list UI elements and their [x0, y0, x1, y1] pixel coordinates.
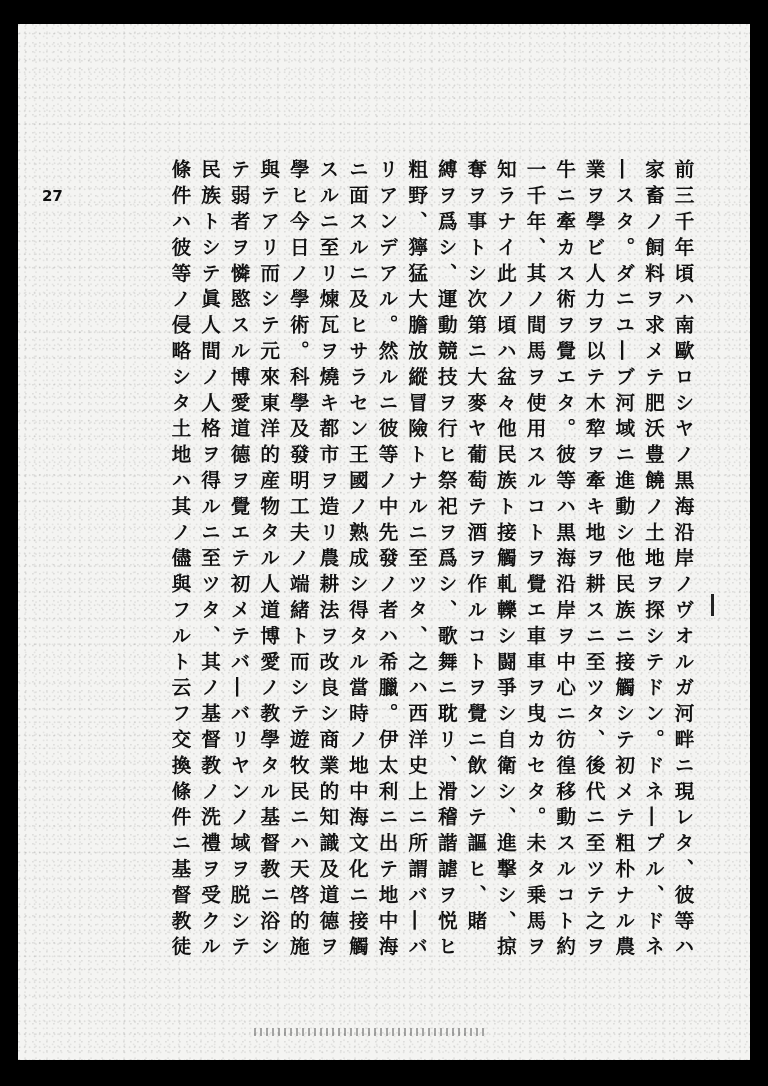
print-smudge: [254, 1028, 484, 1036]
margin-mark: [711, 594, 714, 616]
text-line: 知ラナイ此ノ頃ハ盆々他民族ト接觸軋轢シ闘爭シ自衛シ、進撃シ、掠: [493, 159, 517, 962]
text-line: 縛ヲ爲シ、運動競技ヲ行ヒ祭祀ヲ爲シ、歌舞ニ耽リ、滑稽諧謔ヲ悦ヒ: [434, 159, 458, 962]
text-line: 條件ハ彼等ノ侵略シタ土地ハ其ノ儘與フルト云フ交換條件ニ基督教徒: [167, 159, 191, 962]
text-line: 民族トシテ眞人間ノ人格ヲ得ルニ至ツタ、其ノ基督教ノ洗禮ヲ受クル: [197, 159, 221, 962]
text-line: 前三千年頃ハ南歐ロシヤノ黒海沿岸ノヴオルガ河畔ニ現レタ、彼等ハ: [671, 159, 694, 962]
text-line: 學ヒ今日ノ學術。科學及發明工夫ノ端緒ト而シテ遊牧民ニハ天啓的施: [286, 159, 310, 962]
text-line: 粗野、獰猛大膽放縱冒險トナルニ至ツタ、之ハ西洋史上ニ所謂バ―バ: [404, 159, 428, 962]
text-line: 業ヲ學ビ人力ヲ以テ木犂ヲ牽キ地ヲ耕スニ至ツタ、後代ニ至ツテ之ヲ: [582, 159, 606, 962]
text-line: 奪ヲ事トシ次第ニ大麥ヤ葡萄テ酒ヲ作ルコトヲ覺ニ飲ンテ謳ヒ、賭: [463, 159, 487, 936]
text-line: スルニ至リ煉瓦ヲ燒キ都市ヲ造リ農耕法ヲ改良シ商業的知識及道德ヲ: [315, 159, 339, 962]
text-line: テ弱者ヲ憐愍スル博愛道德ヲ覺エテ初メテバ―バリヤンノ域ヲ脱シテ: [227, 159, 251, 962]
text-line: リアンデアル。然ルニ彼等ノ中先發ノ者ハ希臘。伊太利ニ出テ地中海: [375, 159, 399, 962]
text-line: ニ面スルニ及ヒサラセン王國ノ熟成シ得タル當時ノ地中海文化ニ接觸: [345, 159, 369, 962]
text-line: 一千年、其ノ間馬ヲ使用スルコトヲ覺エ車車ヲ曳カセタ。未タ乗馬ヲ: [523, 159, 547, 962]
text-line: ―スタ。ダニユ―ブ河域ニ進動シ他民族ニ接觸シテ初メテ粗朴ナル農: [611, 159, 635, 962]
text-line: 家畜ノ飼料ヲ求メテ肥沃豊饒ノ土地ヲ探シテドン。ドネ―プル、ドネ: [641, 159, 665, 962]
text-line: 牛ニ牽カス術ヲ覺エタ。彼等ハ黒海沿岸ヲ中心ニ彷徨移動スルコト約: [552, 159, 576, 962]
text-line: 與テアリ而シテ元來東洋的産物タル人道博愛ノ教學タル基督教ニ浴シ: [256, 159, 280, 962]
body-text: [164, 159, 697, 1019]
document-page: [18, 24, 750, 1060]
page-number: 27: [42, 187, 63, 205]
